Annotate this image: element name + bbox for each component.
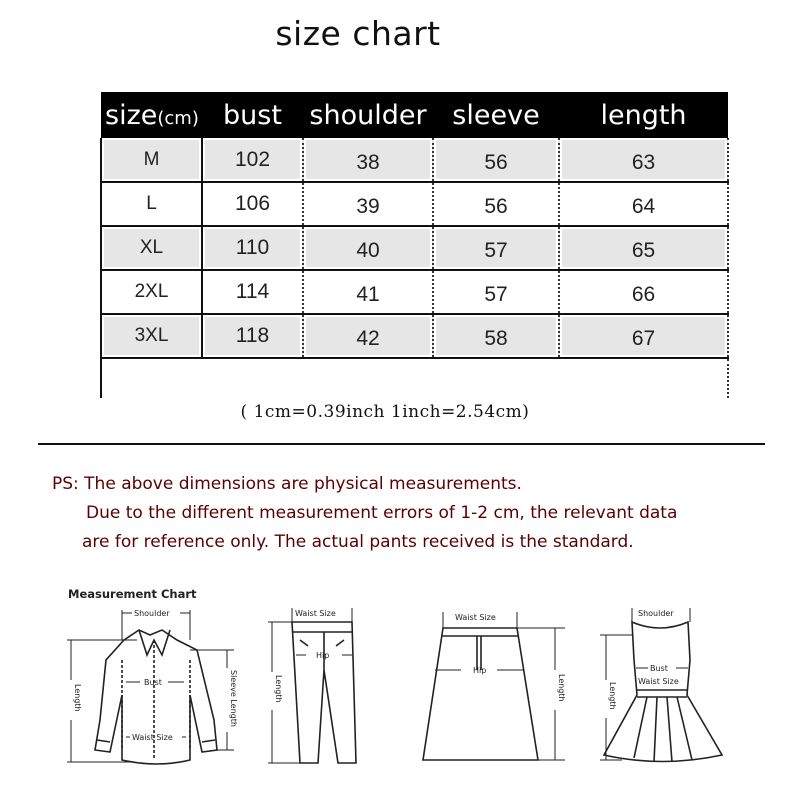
dress-diagram bbox=[592, 600, 732, 770]
pants-diagram bbox=[260, 600, 370, 770]
label-length: Length bbox=[557, 674, 566, 702]
cell-size: 2XL bbox=[101, 270, 202, 314]
cell-size: L bbox=[101, 182, 202, 226]
cell-length: 67 bbox=[559, 314, 728, 358]
header-size-label: size bbox=[105, 99, 158, 131]
cell-size: 3XL bbox=[101, 314, 202, 358]
cell-shoulder: 41 bbox=[303, 270, 433, 314]
label-waist: Waist Size bbox=[132, 733, 173, 742]
page-title: size chart bbox=[275, 14, 441, 53]
measurement-chart-title: Measurement Chart bbox=[68, 587, 197, 601]
cell-length: 64 bbox=[559, 182, 728, 226]
cell-length: 66 bbox=[559, 270, 728, 314]
label-hip: Hip bbox=[316, 651, 330, 660]
cell-bust: 110 bbox=[202, 226, 303, 270]
note-line-2: Due to the different measurement errors of 1-2 cm, the relevant data bbox=[86, 503, 678, 523]
cell-size: XL bbox=[101, 226, 202, 270]
label-sleeve-length: Sleeve Length bbox=[229, 670, 238, 727]
note-line-3: are for reference only. The actual pants received is the standard. bbox=[82, 532, 634, 552]
pants-icon bbox=[260, 600, 370, 770]
header-size bbox=[101, 92, 202, 138]
cell-bust: 106 bbox=[202, 182, 303, 226]
cell-shoulder: 42 bbox=[303, 314, 433, 358]
header-length: length bbox=[559, 92, 728, 138]
dress-icon bbox=[592, 600, 732, 770]
header-size-unit: (cm) bbox=[157, 107, 199, 129]
cell-sleeve: 56 bbox=[433, 138, 559, 182]
table-row bbox=[101, 314, 728, 358]
unit-conversion-note: ( 1cm=0.39inch 1inch=2.54cm) bbox=[240, 402, 530, 422]
cell-size: M bbox=[101, 138, 202, 182]
table-row bbox=[101, 270, 728, 314]
header-shoulder: shoulder bbox=[303, 92, 433, 138]
label-waist: Waist Size bbox=[455, 613, 496, 622]
label-length: Length bbox=[73, 684, 82, 712]
cell-shoulder: 38 bbox=[303, 138, 433, 182]
cell-sleeve: 56 bbox=[433, 182, 559, 226]
cell-shoulder: 40 bbox=[303, 226, 433, 270]
header-bust: bust bbox=[202, 92, 303, 138]
cell-empty bbox=[202, 358, 728, 398]
table-row-empty bbox=[101, 358, 728, 398]
label-bust: Bust bbox=[650, 664, 668, 673]
cell-sleeve: 57 bbox=[433, 270, 559, 314]
cell-length: 63 bbox=[559, 138, 728, 182]
skirt-diagram bbox=[405, 600, 570, 770]
size-table bbox=[100, 92, 729, 398]
label-waist: Waist Size bbox=[638, 677, 679, 686]
label-waist: Waist Size bbox=[295, 609, 336, 618]
cell-sleeve: 58 bbox=[433, 314, 559, 358]
divider bbox=[38, 443, 765, 445]
cell-sleeve: 57 bbox=[433, 226, 559, 270]
cell-bust: 118 bbox=[202, 314, 303, 358]
table-row bbox=[101, 182, 728, 226]
label-length: Length bbox=[608, 682, 617, 710]
label-bust: Bust bbox=[144, 678, 162, 687]
header-sleeve: sleeve bbox=[433, 92, 559, 138]
cell-bust: 114 bbox=[202, 270, 303, 314]
shirt-icon bbox=[62, 600, 242, 770]
table-row bbox=[101, 138, 728, 182]
table-header-row bbox=[101, 92, 728, 138]
cell-bust: 102 bbox=[202, 138, 303, 182]
skirt-icon bbox=[405, 600, 570, 770]
shirt-diagram bbox=[62, 600, 242, 770]
cell-shoulder: 39 bbox=[303, 182, 433, 226]
label-shoulder: Shoulder bbox=[638, 609, 674, 618]
note-line-1: PS: The above dimensions are physical measurements. bbox=[52, 474, 522, 494]
table-row bbox=[101, 226, 728, 270]
label-hip: Hip bbox=[473, 666, 487, 675]
cell-length: 65 bbox=[559, 226, 728, 270]
cell-empty bbox=[101, 358, 202, 398]
label-length: Length bbox=[274, 675, 283, 703]
disclaimer-notes bbox=[52, 470, 772, 557]
label-shoulder: Shoulder bbox=[134, 609, 170, 618]
